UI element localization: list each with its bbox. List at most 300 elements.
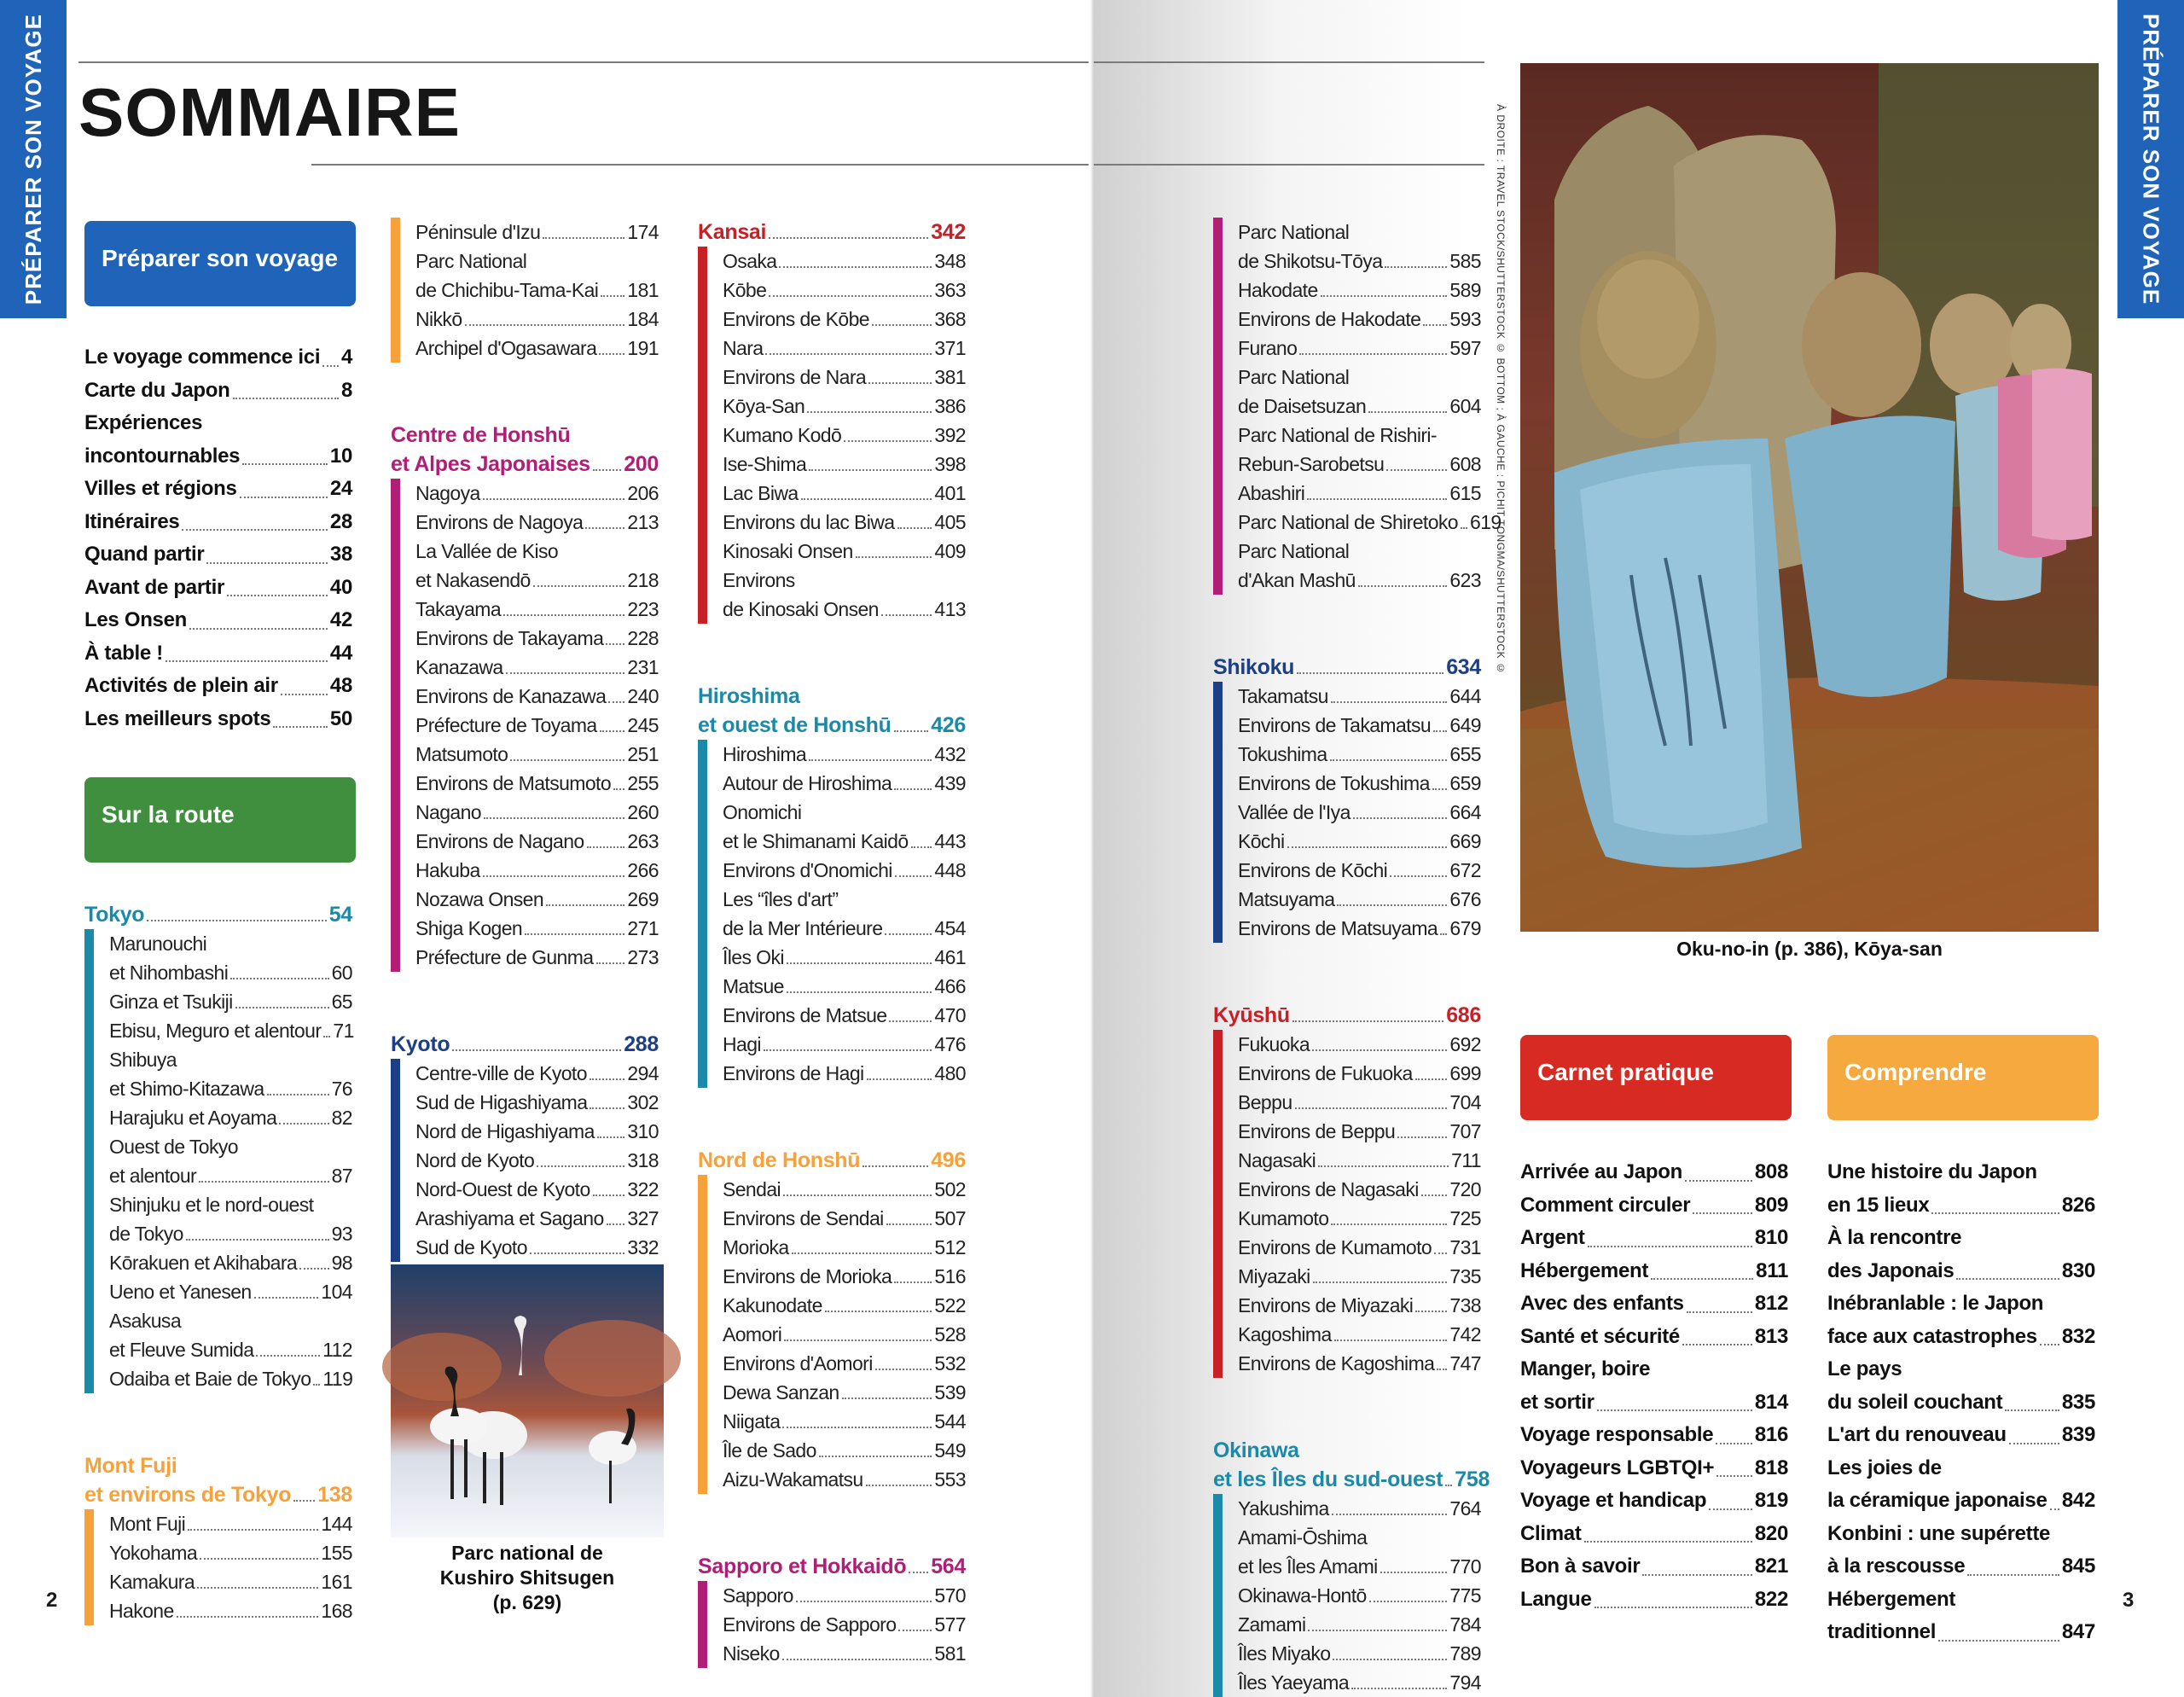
toc-entry-title: Environs de Nagasaki: [1238, 1178, 1419, 1200]
leader-dots: [1423, 324, 1447, 326]
leader-dots: [235, 1007, 329, 1008]
toc-entry[interactable]: [1520, 1287, 1788, 1321]
top-rule: [1094, 61, 1484, 63]
toc-entry[interactable]: [109, 1596, 352, 1625]
leader-dots: [1331, 701, 1448, 703]
toc-entry-line[interactable]: Environs: [723, 569, 795, 591]
toc-entry[interactable]: [1238, 1117, 1481, 1146]
toc-entry-title: Hakuba: [415, 859, 480, 881]
toc-entry[interactable]: [723, 247, 966, 276]
toc-entry[interactable]: [109, 1219, 352, 1248]
toc-entry-page: 528: [934, 1323, 966, 1345]
leader-dots: [607, 1223, 625, 1225]
toc-section-items: [698, 247, 966, 624]
toc-entry-line[interactable]: À la rencontre: [1827, 1226, 1962, 1249]
toc-entry-line[interactable]: Une histoire du Japon: [1827, 1160, 2037, 1183]
toc-entry[interactable]: [1827, 1419, 2095, 1452]
toc-entry[interactable]: [1238, 827, 1481, 856]
leader-dots: [506, 672, 625, 674]
toc-entry[interactable]: [1238, 885, 1481, 914]
toc-entry[interactable]: [415, 1088, 659, 1117]
toc-entry[interactable]: [109, 1364, 352, 1393]
toc-entry[interactable]: [723, 1320, 966, 1349]
toc-entry[interactable]: [1827, 1255, 2095, 1288]
toc-entry-title: Hakone: [109, 1600, 174, 1622]
leader-dots: [537, 1165, 624, 1167]
toc-entry[interactable]: [1520, 1550, 1788, 1584]
toc-entry[interactable]: [415, 943, 659, 972]
toc-entry-line[interactable]: Asakusa: [109, 1310, 182, 1332]
toc-entry[interactable]: [1238, 247, 1481, 276]
toc-entry[interactable]: [415, 711, 659, 740]
toc-entry[interactable]: [1238, 1175, 1481, 1204]
toc-section-heading[interactable]: [1213, 1001, 1481, 1030]
leader-dots: [825, 1311, 932, 1312]
toc-entry[interactable]: [723, 740, 966, 769]
toc-entry[interactable]: [84, 703, 352, 736]
toc-entry[interactable]: [84, 375, 352, 408]
toc-entry[interactable]: [84, 538, 352, 572]
toc-section-heading[interactable]: [698, 218, 966, 247]
toc-entry[interactable]: [109, 1335, 352, 1364]
leader-dots: [530, 1252, 625, 1254]
toc-entry-title: Environs de Fukuoka: [1238, 1062, 1413, 1084]
leader-dots: [779, 266, 932, 268]
toc-entry[interactable]: [84, 900, 352, 929]
toc-entry-line[interactable]: Amami-Ōshima: [1238, 1526, 1368, 1549]
toc-entry-page: 65: [331, 991, 352, 1013]
toc-entry[interactable]: [415, 595, 659, 624]
toc-entry-title: Île de Sado: [723, 1439, 816, 1462]
toc-entry-page: 174: [627, 221, 659, 243]
toc-section-heading[interactable]: [391, 1030, 659, 1059]
toc-entry-line[interactable]: Parc National: [415, 250, 527, 272]
toc-entry-title: et Shimo-Kitazawa: [109, 1078, 264, 1100]
toc-entry-page: 720: [1449, 1178, 1481, 1200]
leader-dots: [769, 237, 928, 239]
toc-entry-line[interactable]: Shibuya: [109, 1049, 177, 1071]
toc-entry[interactable]: [109, 1074, 352, 1103]
toc-entry[interactable]: [1238, 856, 1481, 885]
toc-entry[interactable]: [415, 276, 659, 305]
toc-entry-page: 332: [627, 1236, 659, 1258]
toc-entry[interactable]: [1238, 276, 1481, 305]
toc-entry[interactable]: [415, 1146, 659, 1175]
leader-dots: [510, 759, 624, 761]
toc-entry[interactable]: [723, 1059, 966, 1088]
toc-entry[interactable]: [1238, 450, 1481, 479]
toc-entry[interactable]: [1238, 479, 1481, 508]
leader-dots: [2009, 1443, 2059, 1444]
toc-entry-page: 539: [934, 1381, 966, 1404]
toc-entry[interactable]: [109, 1248, 352, 1277]
toc-entry-title: et Nihombashi: [109, 962, 229, 984]
toc-entry[interactable]: [723, 1465, 966, 1494]
toc-entry-title: de Shikotsu-Tōya: [1238, 250, 1383, 272]
toc-entry-page: 516: [934, 1265, 966, 1287]
leader-dots: [1682, 1344, 1752, 1345]
leader-dots: [863, 1165, 928, 1167]
toc-entry[interactable]: [415, 653, 659, 682]
toc-entry[interactable]: [723, 450, 966, 479]
toc-entry[interactable]: [723, 1291, 966, 1320]
leader-dots: [787, 962, 932, 964]
toc-entry[interactable]: [109, 1161, 352, 1190]
toc-entry-page: 813: [1754, 1324, 1788, 1348]
toc-entry[interactable]: [1238, 1262, 1481, 1291]
toc-section-fuji: [84, 1451, 352, 1625]
toc-entry[interactable]: [109, 1567, 352, 1596]
toc-entry-title: Sendai: [723, 1178, 781, 1200]
toc-entry[interactable]: [84, 670, 352, 703]
toc-entry[interactable]: [1238, 1146, 1481, 1175]
toc-entry-title: Bon à savoir: [1520, 1555, 1641, 1578]
toc-entry[interactable]: [723, 914, 966, 943]
toc-entry[interactable]: [698, 218, 966, 247]
toc-entry[interactable]: [723, 972, 966, 1001]
toc-entry[interactable]: [1238, 1088, 1481, 1117]
toc-entry-line[interactable]: Hébergement: [1827, 1587, 1956, 1611]
leader-dots: [856, 556, 932, 558]
toc-entry-page: 228: [627, 627, 659, 649]
toc-entry[interactable]: [415, 305, 659, 334]
toc-entry[interactable]: [391, 1030, 659, 1059]
toc-entry-title: du soleil couchant: [1827, 1390, 2003, 1414]
toc-entry[interactable]: [84, 440, 352, 474]
leader-dots: [885, 933, 932, 935]
toc-entry-line[interactable]: Les joies de: [1827, 1456, 1942, 1479]
toc-entry[interactable]: [1827, 1616, 2095, 1649]
toc-entry-line[interactable]: La Vallée de Kiso: [415, 540, 559, 562]
toc-entry[interactable]: [1238, 711, 1481, 740]
toc-entry-line[interactable]: Mont Fuji: [84, 1454, 177, 1478]
toc-entry-line[interactable]: Ouest de Tokyo: [109, 1136, 238, 1158]
toc-entry[interactable]: [415, 740, 659, 769]
toc-entry-line[interactable]: Okinawa: [1213, 1438, 1299, 1462]
toc-entry-title: Environs d'Onomichi: [723, 859, 892, 881]
toc-entry[interactable]: [723, 1001, 966, 1030]
toc-entry[interactable]: [723, 856, 966, 885]
toc-entry[interactable]: [1238, 1030, 1481, 1059]
toc-entry[interactable]: [723, 421, 966, 450]
leader-dots: [590, 1078, 625, 1080]
toc-entry[interactable]: [1827, 1189, 2095, 1223]
toc-entry[interactable]: [1238, 740, 1481, 769]
toc-entry[interactable]: [1238, 1581, 1481, 1610]
side-tab-right: [2117, 0, 2184, 318]
toc-section-heading[interactable]: [1213, 1436, 1490, 1494]
toc-entry[interactable]: [1213, 1465, 1490, 1494]
toc-entry[interactable]: [84, 341, 352, 375]
toc-entry[interactable]: [415, 1233, 659, 1262]
toc-entry[interactable]: [1213, 1001, 1481, 1030]
toc-entry[interactable]: [415, 914, 659, 943]
toc-entry[interactable]: [1520, 1419, 1788, 1452]
toc-entry[interactable]: [723, 363, 966, 392]
toc-entry[interactable]: [1520, 1485, 1788, 1518]
toc-entry[interactable]: [1238, 1204, 1481, 1233]
leader-dots: [1385, 266, 1447, 268]
leader-dots: [585, 527, 624, 529]
leader-dots: [1415, 1078, 1448, 1080]
toc-entry[interactable]: [391, 450, 659, 479]
toc-entry-title: Kōchi: [1238, 830, 1285, 852]
toc-section-heading[interactable]: [84, 1451, 352, 1509]
toc-entry[interactable]: [723, 508, 966, 537]
toc-entry-title: Furano: [1238, 337, 1298, 359]
toc-entry[interactable]: [723, 334, 966, 363]
toc-entry-page: 260: [627, 801, 659, 823]
toc-entry[interactable]: [723, 1175, 966, 1204]
toc-entry[interactable]: [723, 537, 966, 566]
toc-entry[interactable]: [1238, 1668, 1481, 1697]
toc-entry[interactable]: [1520, 1156, 1788, 1189]
toc-entry[interactable]: [698, 1146, 966, 1175]
toc-entry[interactable]: [1520, 1222, 1788, 1255]
toc-entry-line[interactable]: Parc National: [1238, 540, 1350, 562]
side-tab-left: [0, 0, 67, 318]
page-number-left: 2: [46, 1589, 58, 1612]
toc-entry[interactable]: [723, 1407, 966, 1436]
toc-entry[interactable]: [1238, 914, 1481, 943]
leader-dots: [2040, 1344, 2059, 1345]
toc-entry[interactable]: [1238, 1233, 1481, 1262]
toc-entry[interactable]: [698, 711, 966, 740]
toc-entry-line[interactable]: Manger, boire: [1520, 1357, 1651, 1380]
toc-entry-line[interactable]: Konbini : une supérette: [1827, 1521, 2051, 1545]
toc-entry[interactable]: [1520, 1189, 1788, 1223]
toc-entry[interactable]: [1238, 1610, 1481, 1639]
toc-entry-line[interactable]: Hiroshima: [698, 684, 800, 708]
toc-entry[interactable]: [723, 479, 966, 508]
leader-dots: [807, 411, 932, 413]
toc-section-heading[interactable]: [698, 1146, 966, 1175]
toc-entry-line[interactable]: Parc National: [1238, 366, 1350, 388]
toc-entry-title: Okinawa-Hontō: [1238, 1584, 1367, 1607]
toc-entry[interactable]: [1213, 653, 1481, 682]
toc-entry[interactable]: [109, 1103, 352, 1132]
toc-entry[interactable]: [723, 1378, 966, 1407]
toc-entry[interactable]: [723, 276, 966, 305]
leader-dots: [1687, 1311, 1752, 1313]
toc-entry[interactable]: [723, 1610, 966, 1639]
toc-entry-page: 443: [934, 830, 966, 852]
leader-dots: [587, 846, 625, 848]
toc-entry[interactable]: [109, 1016, 352, 1045]
toc-entry[interactable]: [1520, 1386, 1788, 1420]
toc-entry[interactable]: [1520, 1584, 1788, 1617]
toc-entry-title: Les meilleurs spots: [84, 706, 271, 730]
leader-dots: [1440, 933, 1447, 935]
toc-entry[interactable]: [1238, 392, 1481, 421]
toc-entry[interactable]: [1238, 1552, 1481, 1581]
toc-entry-title: Mont Fuji: [109, 1513, 186, 1535]
toc-entry[interactable]: [415, 566, 659, 595]
toc-entry[interactable]: [1238, 1291, 1481, 1320]
toc-entry[interactable]: [415, 798, 659, 827]
toc-entry-page: 669: [1449, 830, 1481, 852]
toc-entry[interactable]: [1238, 305, 1481, 334]
toc-entry[interactable]: [723, 1349, 966, 1378]
toc-entry[interactable]: [1520, 1518, 1788, 1551]
toc-entry[interactable]: [415, 479, 659, 508]
toc-entry-page: 218: [627, 569, 659, 591]
toc-entry[interactable]: [415, 334, 659, 363]
toc-entry[interactable]: [1238, 1320, 1481, 1349]
toc-entry[interactable]: [723, 392, 966, 421]
toc-entry-title: Environs de Kumamoto: [1238, 1236, 1432, 1258]
leader-dots: [1967, 1574, 2059, 1576]
toc-entry[interactable]: [109, 987, 352, 1016]
toc-entry[interactable]: [109, 1538, 352, 1567]
toc-entry[interactable]: [415, 1204, 659, 1233]
leader-dots: [597, 1136, 625, 1138]
toc-entry[interactable]: [415, 856, 659, 885]
section-box-route[interactable]: [84, 777, 356, 863]
toc-entry[interactable]: [1827, 1550, 2095, 1584]
toc-entry-title: Avant de partir: [84, 575, 224, 599]
toc-entry[interactable]: [109, 1509, 352, 1538]
leader-dots: [240, 497, 328, 498]
toc-entry[interactable]: [1238, 566, 1481, 595]
toc-entry[interactable]: [723, 1436, 966, 1465]
toc-entry[interactable]: [723, 1030, 966, 1059]
leader-dots: [590, 1107, 624, 1109]
toc-entry-title: et environs de Tokyo: [84, 1483, 292, 1507]
toc-entry-page: 476: [934, 1033, 966, 1055]
toc-entry-title: Hébergement: [1520, 1258, 1649, 1282]
toc-entry[interactable]: [109, 958, 352, 987]
toc-section-heading[interactable]: [698, 682, 966, 740]
leader-dots: [889, 1020, 932, 1022]
toc-entry[interactable]: [723, 827, 966, 856]
toc-section-items: [698, 1581, 966, 1668]
toc-entry[interactable]: [723, 595, 966, 624]
toc-entry-line[interactable]: Marunouchi: [109, 933, 207, 955]
toc-entry[interactable]: [415, 1117, 659, 1146]
toc-entry[interactable]: [415, 827, 659, 856]
toc-entry[interactable]: [723, 1581, 966, 1610]
toc-entry[interactable]: [84, 637, 352, 671]
toc-entry-line[interactable]: Parc National de Rishiri-: [1238, 424, 1437, 446]
toc-entry[interactable]: [1827, 1386, 2095, 1420]
toc-entry[interactable]: [723, 769, 966, 798]
toc-entry[interactable]: [415, 885, 659, 914]
toc-entry-title: Kumamoto: [1238, 1207, 1329, 1229]
toc-entry[interactable]: [723, 1204, 966, 1233]
toc-entry[interactable]: [84, 473, 352, 506]
toc-entry[interactable]: [84, 506, 352, 539]
toc-section-heading[interactable]: [391, 421, 659, 479]
leader-dots: [281, 694, 328, 695]
toc-entry-line[interactable]: Shinjuku et le nord-ouest: [109, 1194, 314, 1216]
leader-dots: [765, 353, 932, 355]
toc-entry[interactable]: [415, 218, 659, 247]
toc-entry-line[interactable]: Expériences: [84, 411, 203, 434]
toc-entry[interactable]: [84, 572, 352, 605]
toc-section-items: [391, 479, 659, 972]
toc-section-heading[interactable]: [1213, 653, 1481, 682]
toc-entry[interactable]: [723, 1233, 966, 1262]
section-box-comprendre[interactable]: [1827, 1035, 2099, 1120]
toc-entry[interactable]: [1238, 682, 1481, 711]
toc-entry-title: Kanazawa: [415, 656, 503, 678]
toc-section-heading[interactable]: [698, 1552, 966, 1581]
toc-entry[interactable]: [723, 943, 966, 972]
toc-entry-title: Odaiba et Baie de Tokyo: [109, 1368, 311, 1390]
toc-entry-line[interactable]: Le pays: [1827, 1357, 1902, 1380]
leader-dots: [1313, 1281, 1448, 1283]
toc-entry-title: Environs de Takamatsu: [1238, 714, 1432, 736]
toc-entry-title: Ueno et Yanesen: [109, 1281, 252, 1303]
toc-entry[interactable]: [415, 508, 659, 537]
toc-entry[interactable]: [723, 305, 966, 334]
toc-entry[interactable]: [1238, 508, 1502, 537]
toc-entry[interactable]: [1238, 1494, 1481, 1523]
leader-dots: [254, 1297, 319, 1299]
toc-entry-line[interactable]: Les “îles d'art”: [723, 888, 839, 910]
toc-entry[interactable]: [1238, 1639, 1481, 1668]
toc-entry[interactable]: [415, 682, 659, 711]
toc-entry[interactable]: [84, 604, 352, 637]
toc-entry[interactable]: [84, 1480, 352, 1509]
toc-entry[interactable]: [723, 1639, 966, 1668]
toc-entry-page: 363: [934, 279, 966, 301]
leader-dots: [189, 628, 328, 630]
toc-entry[interactable]: [723, 1262, 966, 1291]
toc-entry-title: Yakushima: [1238, 1497, 1329, 1520]
toc-entry[interactable]: [1827, 1321, 2095, 1354]
toc-entry[interactable]: [1520, 1321, 1788, 1354]
toc-entry[interactable]: [1238, 798, 1481, 827]
toc-entry-title: la céramique japonaise: [1827, 1489, 2048, 1512]
toc-entry[interactable]: [1238, 334, 1481, 363]
leader-dots: [1353, 817, 1448, 819]
section-box-preparer[interactable]: [84, 221, 356, 306]
toc-entry[interactable]: [1520, 1452, 1788, 1485]
toc-entry-page: 322: [627, 1178, 659, 1200]
toc-section-heading[interactable]: [84, 900, 352, 929]
leader-dots: [230, 978, 328, 979]
leader-dots: [894, 1281, 932, 1283]
toc-entry[interactable]: [415, 769, 659, 798]
toc-entry-title: Le voyage commence ici: [84, 346, 321, 369]
toc-entry-title: Sud de Kyoto: [415, 1236, 527, 1258]
toc-entry-line[interactable]: Inébranlable : le Japon: [1827, 1292, 2044, 1315]
toc-entry-page: 448: [934, 859, 966, 881]
leader-dots: [1437, 1369, 1447, 1370]
toc-entry[interactable]: [415, 1059, 659, 1088]
toc-entry-line[interactable]: Parc National: [1238, 221, 1350, 243]
toc-entry[interactable]: [698, 1552, 966, 1581]
toc-entry-title: Matsue: [723, 975, 784, 997]
toc-entry[interactable]: [415, 1175, 659, 1204]
toc-entry-line[interactable]: Onomichi: [723, 801, 802, 823]
toc-entry[interactable]: [1827, 1485, 2095, 1518]
toc-entry-line[interactable]: Centre de Honshū: [391, 423, 571, 447]
toc-entry-title: Kamakura: [109, 1571, 195, 1593]
toc-entry[interactable]: [1238, 1349, 1481, 1378]
toc-entry[interactable]: [1238, 1059, 1481, 1088]
toc-entry[interactable]: [1238, 769, 1481, 798]
section-box-carnet[interactable]: [1520, 1035, 1792, 1120]
toc-entry-page: 288: [624, 1032, 659, 1056]
toc-entry[interactable]: [109, 1277, 352, 1306]
toc-entry-page: 502: [934, 1178, 966, 1200]
toc-entry-title: Miyazaki: [1238, 1265, 1310, 1287]
toc-entry[interactable]: [1520, 1255, 1788, 1288]
toc-entry[interactable]: [415, 624, 659, 653]
